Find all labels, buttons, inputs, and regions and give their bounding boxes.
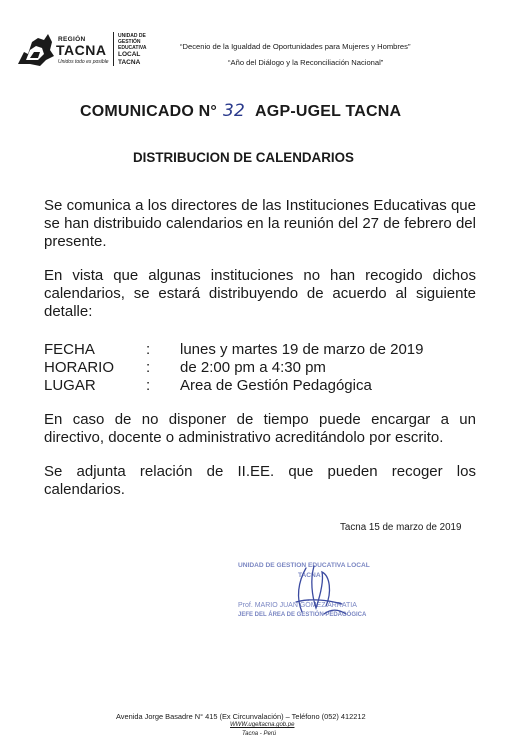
title-suffix: AGP-UGEL TACNA	[255, 103, 402, 120]
detail-colon: :	[146, 341, 151, 358]
logo-name-text: TACNA	[56, 42, 107, 58]
detail-value: lunes y martes 19 de marzo de 2019	[180, 341, 424, 358]
footer-address: Avenida Jorge Basadre N° 415 (Ex Circunvalación) – Teléfono (052) 412212	[116, 712, 366, 721]
detail-colon: :	[146, 377, 151, 394]
year-motto: “Año del Diálogo y la Reconciliación Nacional”	[228, 58, 384, 67]
paragraph-attachment: Se adjunta relación de II.EE. que pueden recoger los calendarios.	[44, 463, 476, 498]
stamp-line: Prof. MARIO JUAN GÓMEZ ARRATIA	[238, 602, 357, 609]
stamp-line: TACNA	[298, 572, 321, 579]
stamp-line: UNIDAD DE GESTION EDUCATIVA LOCAL	[238, 562, 370, 569]
paragraph-intro: Se comunica a los directores de las Instituciones Educativas que se han distribuido calendarios en la reunión del 27 de febrero del presente.	[44, 197, 476, 250]
logo-region-text: REGIÓN	[58, 36, 86, 43]
footer-city: Tacna - Perú	[242, 731, 277, 737]
detail-value: de 2:00 pm a 4:30 pm	[180, 359, 326, 376]
footer-website[interactable]: WWW.ugeltacna.gob.pe	[230, 722, 295, 728]
details-table	[44, 341, 484, 395]
paragraph-delegation: En caso de no disponer de tiempo puede encargar a un directivo, docente o administrativo acreditándolo por escrito.	[44, 411, 476, 446]
ugel-logo	[14, 28, 164, 72]
stamp-line: JEFE DEL ÁREA DE GESTIÓN PEDAGÓGICA	[238, 612, 367, 618]
document-title	[80, 101, 401, 121]
detail-row-horario	[44, 359, 484, 377]
detail-row-fecha	[44, 341, 484, 359]
paragraph-distribution: En vista que algunas instituciones no han recogido dichos calendarios, se estará distribuyendo de acuerdo al siguiente detalle:	[44, 267, 476, 320]
logo-divider	[113, 32, 114, 66]
detail-label: LUGAR	[44, 377, 96, 394]
logo-tagline: Unidos todo es posible	[58, 59, 109, 65]
handwritten-number: 32	[223, 101, 246, 121]
detail-row-lugar	[44, 377, 484, 395]
detail-label: HORARIO	[44, 359, 115, 376]
title-prefix: COMUNICADO N°	[80, 103, 217, 120]
decenio-motto: “Decenio de la Igualdad de Oportunidades para Mujeres y Hombres”	[180, 42, 411, 51]
document-subtitle: DISTRIBUCION DE CALENDARIOS	[133, 150, 354, 165]
detail-value: Area de Gestión Pedagógica	[180, 377, 372, 394]
detail-colon: :	[146, 359, 151, 376]
date-line: Tacna 15 de marzo de 2019	[340, 522, 462, 533]
handwritten-signature	[276, 562, 366, 622]
region-map-icon	[14, 30, 58, 70]
logo-ugel-text: UNIDAD DE GESTIÓN EDUCATIVA LOCAL TACNA	[118, 33, 147, 66]
detail-label: FECHA	[44, 341, 95, 358]
